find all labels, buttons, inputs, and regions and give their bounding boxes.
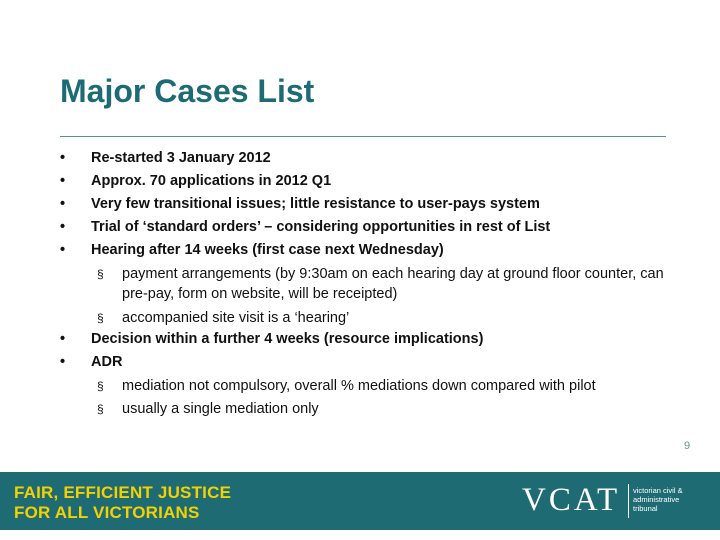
bullet-item [60,330,680,353]
sub-bullet-text: mediation not compulsory, overall % mediations down compared with pilot [122,378,596,394]
sub-bullet-item [60,264,680,304]
sub-bullet-text: usually a single mediation only [122,401,319,417]
logo-subtitle-line: administrative [633,495,680,504]
bullet-glyph: • [60,150,66,166]
sub-bullet-glyph: § [97,267,104,281]
logo-divider [628,484,629,518]
bullet-text: Hearing after 14 weeks (first case next Wednesday) [91,242,444,258]
footer-slogan [14,483,231,523]
bullet-glyph: • [60,354,66,370]
vcat-logo: VCAT [522,482,621,518]
slide-title: Major Cases List [60,73,315,109]
page-number: 9 [684,440,691,452]
sub-bullet-glyph: § [97,311,104,325]
sub-bullet-text: payment arrangements (by 9:30am on each hearing day at ground floor counter, can pre-pay, form on website, will be receipted) [122,266,664,302]
sub-bullet-glyph: § [97,402,104,416]
bullet-glyph: • [60,331,66,347]
bullet-glyph: • [60,173,66,189]
logo-subtitle-line: tribunal [633,504,658,513]
sub-bullet-item [60,376,680,396]
bullet-list [60,149,680,419]
bullet-item [60,172,680,195]
bullet-text: Decision within a further 4 weeks (resource implications) [91,331,484,347]
footer-banner [0,472,720,530]
title-divider [60,136,666,137]
bullet-item [60,218,680,241]
slogan-line: FAIR, EFFICIENT JUSTICE [14,483,232,502]
logo-subtitle-line: victorian civil & [633,486,683,495]
bullet-item [60,195,680,218]
bullet-glyph: • [60,196,66,212]
bullet-glyph: • [60,242,66,258]
bullet-text: Approx. 70 applications in 2012 Q1 [91,173,332,189]
bullet-text: Very few transitional issues; little resistance to user-pays system [91,196,540,212]
bullet-text: Re-started 3 January 2012 [91,150,271,166]
bullet-text: Trial of ‘standard orders’ – considering opportunities in rest of List [91,219,551,235]
bullet-item [60,149,680,172]
sub-bullet-item [60,399,680,419]
logo-subtitle [633,486,683,513]
sub-bullet-glyph: § [97,379,104,393]
sub-bullet-item [60,308,680,328]
bullet-item [60,353,680,376]
slogan-line: FOR ALL VICTORIANS [14,503,200,522]
sub-bullet-text: accompanied site visit is a ‘hearing’ [122,310,350,326]
bullet-glyph: • [60,219,66,235]
bullet-item [60,241,680,264]
bullet-text: ADR [91,354,123,370]
